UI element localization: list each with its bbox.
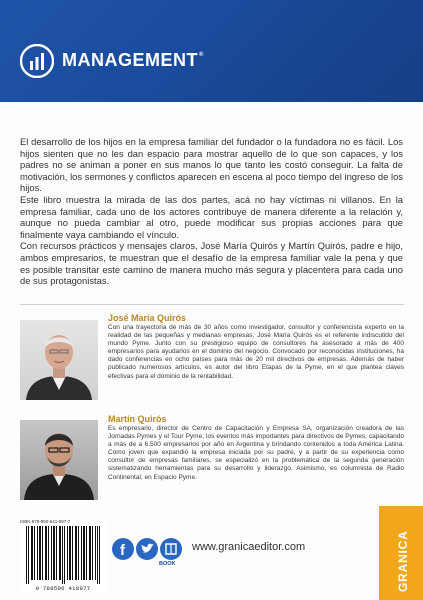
publisher-website-link[interactable]: www.granicaeditor.com [192, 541, 306, 553]
book-synopsis [20, 136, 403, 287]
synopsis-paragraph: Este libro muestra la mirada de las dos partes, acá no hay víctimas ni villanos. En la empresa familiar, cada uno de los actores contribuye de manera diferente a la relación y, aunque no pueda cambiar al otro, puede modificar sus propias acciones para que finalmente vaya cambiando el vínculo. [20, 193, 403, 240]
author-name: Martín Quirós [108, 414, 167, 424]
twitter-icon[interactable] [136, 538, 158, 560]
isbn-label: ISBN 978-950-641-897-7 [20, 519, 71, 524]
header-band [0, 0, 423, 102]
svg-text:f: f [120, 542, 125, 559]
facebook-icon[interactable] [112, 538, 134, 560]
synopsis-paragraph: Con recursos prácticos y mensajes claros, José María Quirós y Martín Quirós, padre e hijo, ambos empresarios, te muestran que el desafío de la empresa familiar vale la pena y que es posible transitar este camino de manera mucho más segura y placentera para cada uno de sus protagonistas. [20, 240, 403, 287]
book-icon[interactable] [160, 538, 182, 560]
author-bio: Es empresario, director de Centro de Capacitación y Empresa SA, organización creadora de las Jornadas Pymes y el Tour Pyme, los eventos más importantes para directivos de Pymes, capacitando a más de a 6.500 empresarios por año en Argentina y brindando contenidos a toda América Latina. Como joven que expandió la empresa iniciada por su padre, y a partir de su experiencia como consultor de empresas familiares, se especializó en la problemática de la segunda generación sistematizando herramientas para su desarrollo y liderazgo. Asimismo, es columnista de Radio Continental, en Espacio Pyme. [108, 425, 404, 481]
author-bio: Con una trayectoria de más de 30 años como investigador, consultor y conferencista experto en la realidad de las pequeñas y medianas empresas, José María Quirós es el referente indiscutido del mundo Pyme. Junto con su prestigioso equipo de consultores ha asesorado a más de 400 empresarios para ayudarlos en el dominio del negocio. Convocado por reconocidas instituciones, ha dado conferencias en ocho países para más de 20 mil directivos de empresas. Además de haber publicado numerosos artículos, es autor del libro Etapas de la Pyme, en el que plantea claves efectivas para el dominio de la rentabilidad. [108, 324, 404, 380]
bar-chart-logo-icon [20, 44, 54, 78]
publisher-tab [379, 506, 423, 600]
isbn-barcode [20, 519, 106, 595]
brand-name: MANAGEMENT [62, 50, 198, 70]
barcode-digits: 9 789506 418977 [35, 585, 91, 592]
book-label: BOOK [159, 561, 176, 567]
author-name: José María Quirós [108, 313, 187, 323]
series-brand [62, 50, 204, 71]
publisher-name: GRANICA [396, 530, 410, 592]
author-photo-jose-maria [20, 320, 98, 400]
author-photo-martin [20, 420, 98, 500]
section-divider [20, 304, 404, 305]
synopsis-paragraph: El desarrollo de los hijos en la empresa familiar del fundador o la fundadora no es fácil. Los hijos sienten que no les dan espacio para mostrar aquello de lo que son capaces, y los padres no se animan a poner en sus manos lo que tanto les costó conseguir. La falta de motivación, los sermones y conflictos aparecen en escena al poco tiempo del ingreso de los hijos. [20, 136, 403, 194]
barcode-bars [26, 526, 102, 584]
registered-mark: ® [199, 52, 204, 58]
